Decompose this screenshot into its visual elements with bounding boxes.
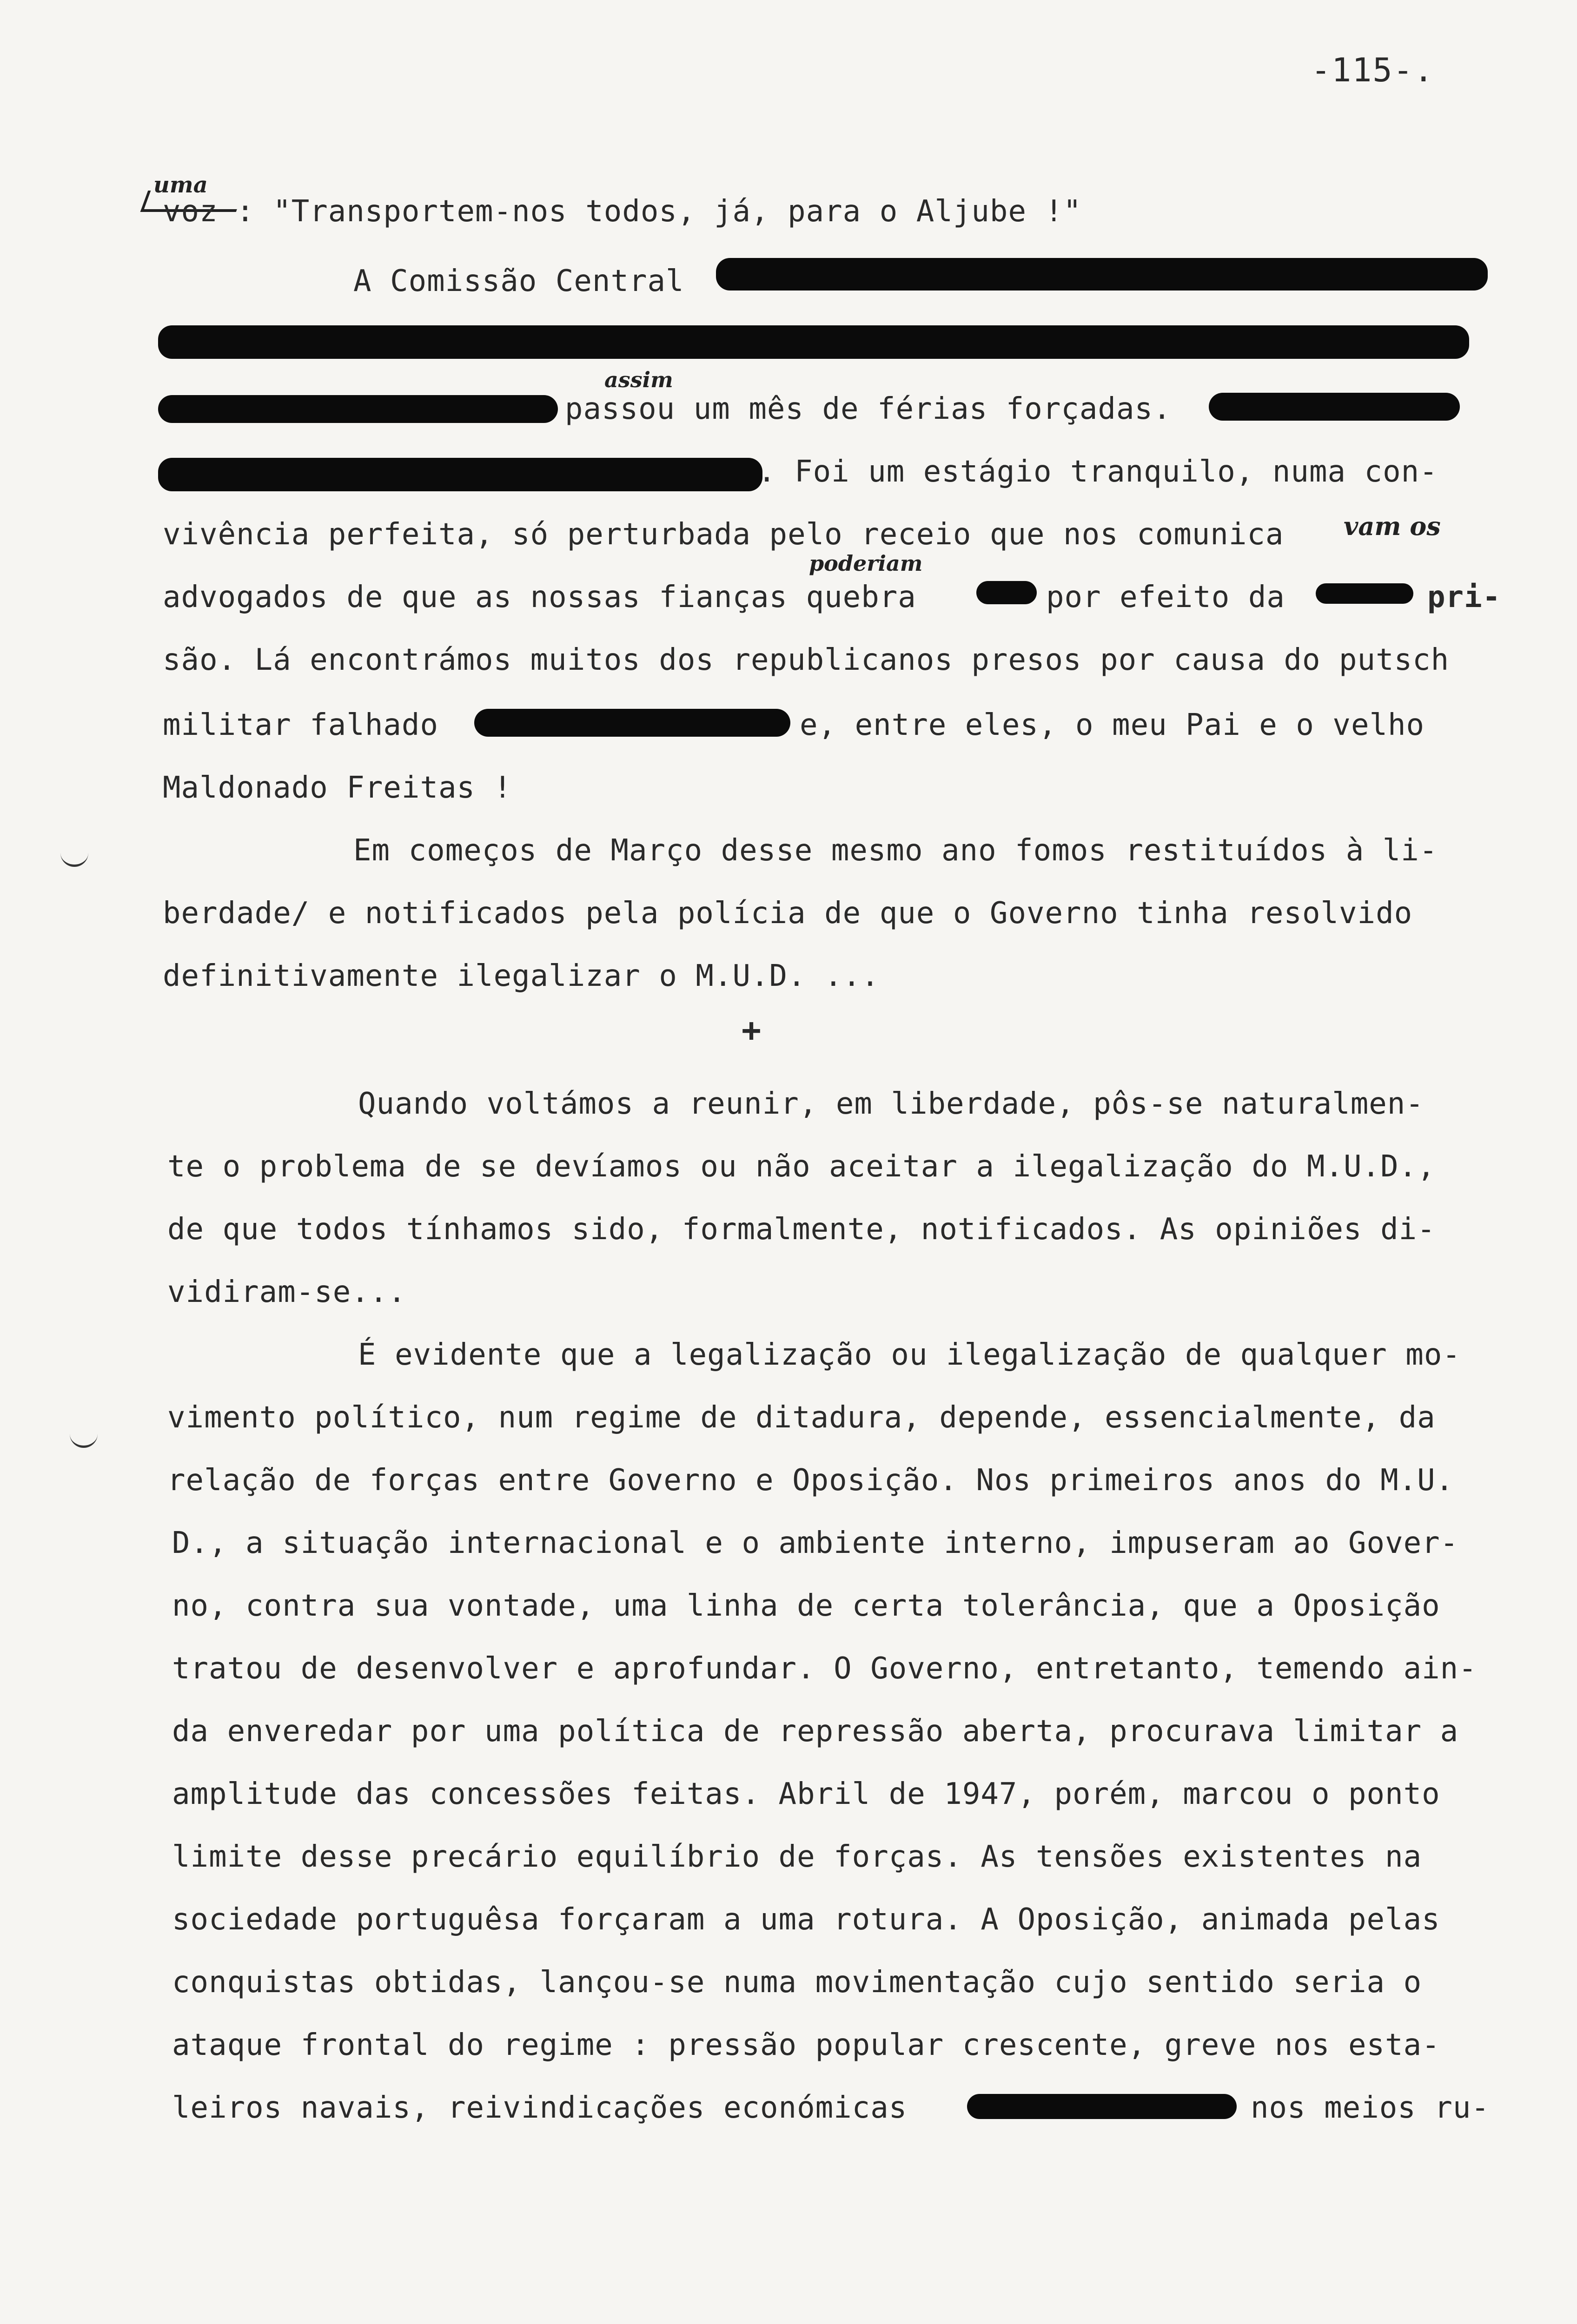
text-line-12: definitivamente ilegalizar o M.U.D. ... [163, 959, 880, 993]
text-line-18: vimento político, num regime de ditadura, depende, essencialmente, da [167, 1400, 1436, 1435]
redaction-bar [158, 395, 558, 423]
text-line-29: leiros navais, reivindicações económicas [172, 2091, 908, 2125]
text-line-7: são. Lá encontrámos muitos dos republicanos presos por causa do putsch [163, 643, 1450, 677]
text-line-8: militar falhado [163, 708, 438, 742]
text-line-26: sociedade portuguêsa forçaram a uma rotura. A Oposição, animada pelas [172, 1902, 1440, 1937]
section-separator: + [742, 1011, 762, 1049]
text-line-10: Em começos de Março desse mesmo ano fomos restituídos à li- [353, 833, 1438, 868]
handwritten-annotation-uma: uma [153, 172, 208, 198]
redaction-bar [474, 709, 790, 737]
text-line-6b: por efeito da [1046, 580, 1285, 614]
text-line-29b: nos meios ru- [1251, 2091, 1490, 2125]
redaction-bar [1316, 583, 1413, 604]
text-line-6: advogados de que as nossas fianças quebra [163, 580, 916, 614]
redaction-bar [976, 581, 1037, 604]
text-line-3: passou um mês de férias forçadas. [565, 392, 1172, 426]
margin-mark [70, 1432, 98, 1448]
handwritten-annotation-vam-os: vam os [1344, 511, 1441, 541]
text-line-14: te o problema de se devíamos ou não aceitar a ilegalização do M.U.D., [167, 1149, 1436, 1184]
page-number: -115-. [1311, 51, 1434, 89]
text-line-27: conquistas obtidas, lançou-se numa movimentação cujo sentido seria o [172, 1965, 1422, 2000]
text-line-5: vivência perfeita, só perturbada pelo receio que nos comunica [163, 517, 1284, 552]
text-line-28: ataque frontal do regime : pressão popular crescente, greve nos esta- [172, 2028, 1440, 2062]
redaction-bar [716, 258, 1488, 290]
text-line-17: É evidente que a legalização ou ilegalização de qualquer mo- [358, 1338, 1461, 1372]
text-line-21: no, contra sua vontade, uma linha de certa tolerância, que a Oposição [172, 1589, 1440, 1623]
text-line-16: vidiram-se... [167, 1275, 406, 1309]
text-line-19: relação de forças entre Governo e Oposição. Nos primeiros anos do M.U. [167, 1463, 1454, 1498]
text-line-13: Quando voltámos a reunir, em liberdade, pôs-se naturalmen- [358, 1087, 1424, 1121]
text-line-9: Maldonado Freitas ! [163, 771, 512, 805]
text-line-8b: e, entre eles, o meu Pai e o velho [800, 708, 1425, 742]
redaction-bar [158, 325, 1469, 359]
handwritten-annotation-assim: assim [604, 367, 673, 392]
text-line-2: A Comissão Central [353, 264, 684, 298]
text-line-23: da enveredar por uma política de repressão aberta, procurava limitar a [172, 1714, 1459, 1749]
text-line-1: voz : "Transportem-nos todos, já, para o Aljube !" [163, 194, 1082, 229]
margin-mark [60, 851, 88, 867]
text-line-24: amplitude das concessões feitas. Abril de 1947, porém, marcou o ponto [172, 1777, 1440, 1811]
redaction-bar [1209, 393, 1460, 421]
handwritten-annotation-poderiam: poderiam [809, 551, 923, 576]
text-line-4: . Foi um estágio tranquilo, numa con- [758, 455, 1438, 489]
text-line-25: limite desse precário equilíbrio de forças. As tensões existentes na [172, 1840, 1422, 1874]
text-line-22: tratou de desenvolver e aprofundar. O Governo, entretanto, temendo ain- [172, 1651, 1477, 1686]
text-line-15: de que todos tínhamos sido, formalmente, notificados. As opiniões di- [167, 1212, 1436, 1247]
text-line-6c: pri- [1427, 580, 1501, 614]
redaction-bar [158, 458, 762, 491]
text-line-11: berdade/ e notificados pela polícia de que o Governo tinha resolvido [163, 896, 1413, 931]
redaction-bar [967, 2094, 1237, 2119]
text-line-20: D., a situação internacional e o ambiente interno, impuseram ao Gover- [172, 1526, 1459, 1560]
